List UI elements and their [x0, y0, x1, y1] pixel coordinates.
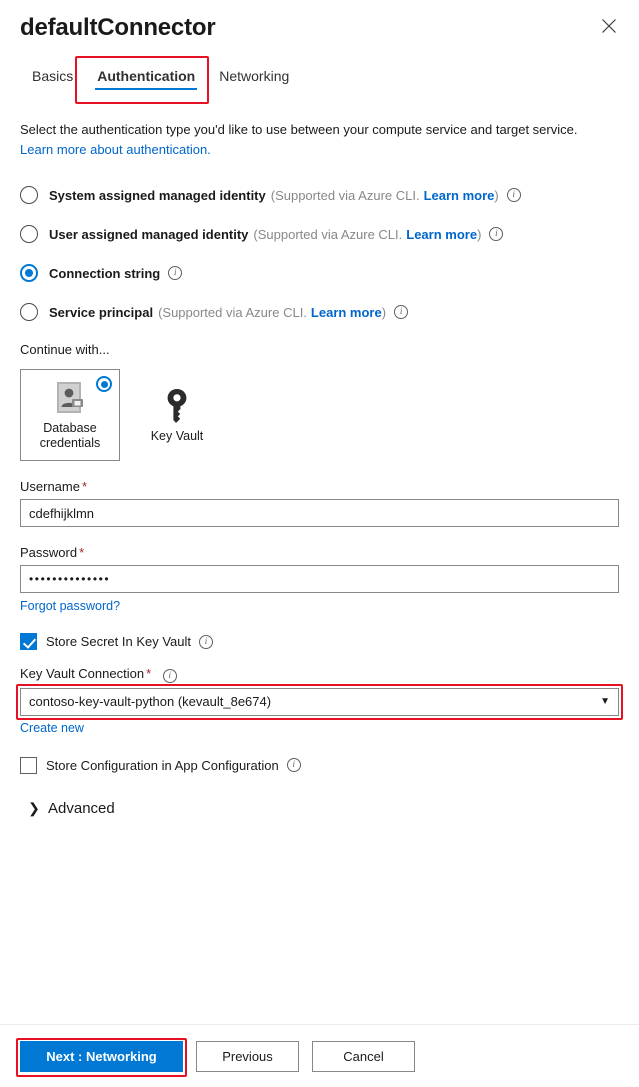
required-asterisk: * [81, 479, 88, 494]
tile-radio-selected[interactable] [96, 376, 112, 392]
radio-circle[interactable] [20, 264, 38, 282]
learn-more-link[interactable]: Learn more [310, 304, 382, 320]
close-icon [601, 18, 617, 34]
tile-caption-line1: Database [43, 421, 97, 435]
key-vault-connection-value: contoso-key-vault-python (kevault_8e674) [29, 694, 272, 709]
radio-connection-string[interactable] [20, 264, 619, 282]
radio-label: Service principal [49, 304, 154, 320]
info-icon[interactable]: i [287, 758, 301, 772]
radio-service-principal[interactable] [20, 303, 619, 321]
continue-with-tiles [20, 369, 619, 461]
tab-bar [0, 62, 639, 94]
radio-label: System assigned managed identity [49, 187, 266, 203]
tile-key-vault[interactable] [134, 369, 220, 461]
required-asterisk: * [79, 545, 85, 560]
password-field-group [20, 545, 619, 613]
radio-label: Connection string [49, 265, 161, 281]
intro-text [20, 120, 595, 160]
radio-label: User assigned managed identity [49, 226, 249, 242]
continue-with-label: Continue with... [20, 342, 110, 357]
username-field-group [20, 479, 619, 527]
radio-note-prefix: (Supported via Azure CLI. [158, 304, 307, 320]
username-label [20, 479, 619, 494]
tab-basics[interactable] [20, 62, 85, 94]
tab-authentication-label: Authentication [97, 68, 196, 84]
store-configuration-checkbox-row[interactable] [20, 757, 619, 774]
learn-more-link[interactable]: Learn more [423, 187, 495, 203]
info-icon[interactable]: i [507, 188, 521, 202]
radio-note-prefix: (Supported via Azure CLI. [253, 226, 403, 242]
tile-caption-line1: Key Vault [150, 428, 204, 443]
main-content [0, 120, 639, 827]
radio-note-prefix: (Supported via Azure CLI. [270, 187, 420, 203]
forgot-password-row [20, 599, 619, 613]
tile-caption-line2: credentials [39, 436, 101, 450]
store-secret-checkbox-row[interactable] [20, 633, 619, 650]
authentication-type-radio-group [20, 186, 619, 321]
tile-caption [40, 421, 100, 451]
advanced-section-toggle[interactable] [20, 800, 619, 827]
panel-header [0, 0, 639, 42]
radio-system-assigned-managed-identity[interactable] [20, 186, 619, 204]
password-input[interactable]: •••••••••••••• [20, 565, 619, 593]
learn-more-about-authentication-link[interactable]: Learn more about authentication. [20, 142, 211, 157]
key-vault-connection-dropdown-wrap [20, 688, 619, 716]
required-asterisk: * [146, 666, 152, 681]
info-icon[interactable]: i [199, 635, 213, 649]
footer-actions [0, 1024, 639, 1087]
username-label-text: Username [20, 479, 80, 494]
info-icon[interactable]: i [394, 305, 408, 319]
store-configuration-checkbox[interactable] [20, 757, 37, 774]
tile-database-credentials[interactable] [20, 369, 120, 461]
key-vault-connection-dropdown[interactable] [20, 688, 619, 716]
tab-basics-label: Basics [32, 68, 74, 84]
info-icon[interactable]: i [489, 227, 503, 241]
info-icon[interactable]: i [163, 669, 177, 683]
tab-networking-label: Networking [219, 68, 290, 84]
password-label-text: Password [20, 545, 78, 560]
radio-user-assigned-managed-identity[interactable] [20, 225, 619, 243]
store-secret-checkbox[interactable] [20, 633, 37, 650]
store-configuration-label: Store Configuration in App Configuration [46, 757, 279, 773]
close-button[interactable] [593, 10, 625, 42]
chevron-down-icon: ▼ [600, 695, 610, 707]
learn-more-link[interactable]: Learn more [406, 226, 478, 242]
cancel-button[interactable]: Cancel [312, 1041, 415, 1072]
database-credentials-icon [55, 379, 85, 417]
radio-note-suffix: ) [477, 226, 482, 242]
radio-note-suffix: ) [381, 304, 387, 320]
password-label [20, 545, 619, 560]
key-vault-connection-label-text: Key Vault Connection [20, 666, 145, 681]
radio-circle[interactable] [20, 225, 38, 243]
info-icon[interactable]: i [168, 266, 182, 280]
radio-circle[interactable] [20, 303, 38, 321]
intro-sentence: Select the authentication type you'd like to use between your compute service and target service. [20, 122, 578, 137]
radio-note-suffix: ) [494, 187, 499, 203]
store-secret-label: Store Secret In Key Vault [46, 634, 191, 649]
tile-caption [151, 429, 204, 444]
create-new-link[interactable]: Create new [20, 720, 84, 735]
chevron-right-icon: ❯ [28, 799, 40, 816]
key-icon [164, 387, 190, 425]
key-vault-connection-group [20, 666, 619, 735]
radio-circle[interactable] [20, 186, 38, 204]
tab-authentication[interactable] [85, 62, 207, 94]
key-vault-connection-label [20, 666, 619, 683]
tab-selected-underline [95, 88, 197, 90]
previous-button[interactable]: Previous [196, 1041, 299, 1072]
page-title: defaultConnector [20, 14, 216, 41]
next-networking-button[interactable]: Next : Networking [20, 1041, 183, 1072]
forgot-password-link[interactable]: Forgot password? [20, 599, 121, 613]
tab-networking[interactable] [207, 62, 301, 94]
advanced-label: Advanced [48, 799, 115, 817]
username-input[interactable] [20, 499, 619, 527]
create-new-row [20, 721, 619, 735]
